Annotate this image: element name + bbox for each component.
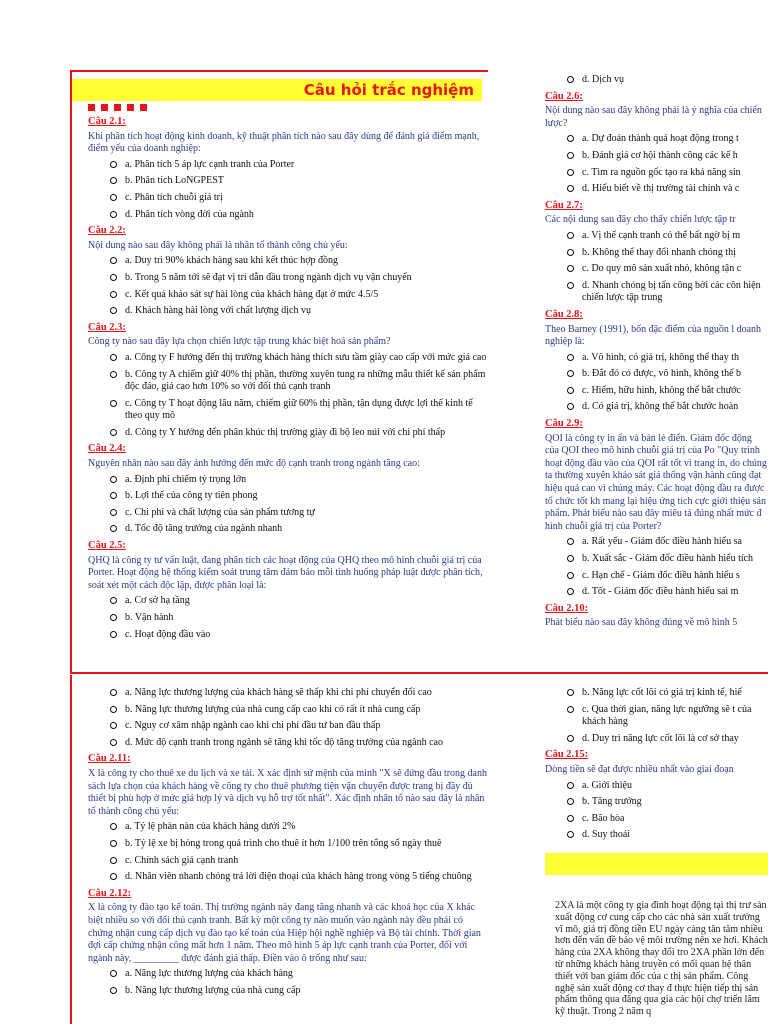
question-text: Khi phân tích hoạt động kinh doanh, kỹ thuật phân tích nào sau đây dùng để đánh giá điểm mạnh, điểm yếu của doanh nghiệp: bbox=[88, 130, 480, 155]
document-page-2 bbox=[545, 70, 768, 670]
answer-option: d. Duy trì năng lực cốt lõi là cơ sở thay bbox=[545, 733, 768, 746]
question-text: Công ty nào sau đây lựa chọn chiến lược tập trung khác biệt hoá sản phẩm? bbox=[88, 336, 391, 348]
answer-option: c. Hoạt động đầu vào bbox=[88, 629, 488, 642]
answer-option: d. Tốt - Giám đốc điều hành hiểu sai m bbox=[545, 586, 768, 599]
question-block bbox=[88, 225, 488, 318]
answer-option: a. Năng lực thương lượng của khách hàng bbox=[88, 968, 488, 981]
answer-option: a. Năng lực thương lượng của khách hàng sẽ thấp khi chi phí chuyển đổi cao bbox=[88, 687, 488, 700]
question-label: Câu 2.11: bbox=[88, 753, 131, 765]
answer-option: d. Nhanh chóng bị tấn công bởi các côn hiện chiến lược tập trung bbox=[545, 280, 768, 305]
question-text: Nội dung nào sau đây không phải là nhân tố thành công chủ yếu: bbox=[88, 239, 348, 251]
answer-option: c. Bão hòa bbox=[545, 813, 768, 826]
question-text: QOI là công ty in ấn và bán lẻ điển. Giám đốc động của QOI theo mô hình chuỗi giá trị của Po "Quy trình hoạt động đầu vào của QOI rất tốt vì trang in, do chúng ta thường xuyên khảo sát giá thống vận hành cũng đạt hiệu quả cao vì chúng máy. Các hoạt động đầu ra được tổ chức tốt kh mang lại hiệu ứng tích cực giới thiệu sản phẩm. Phát biểu nào sau đây miêu tả đúng nhất mức đ hình chuỗi giá trị của Porter? bbox=[545, 432, 767, 532]
answer-option: b. Không thể thay đổi nhanh chóng thị bbox=[545, 247, 768, 260]
answer-option: b. Năng lực thương lượng của nhà cung cấp cao khi có rất ít nhà cung cấp bbox=[88, 704, 488, 717]
question-label: Câu 2.9: bbox=[545, 418, 583, 430]
question-block bbox=[88, 540, 488, 641]
answer-option: b. Công ty A chiếm giữ 40% thị phần, thường xuyên tung ra những mẫu thiết kế sản phẩm độc đáo, giá cao hơn 10% so với đối thủ cạnh tranh bbox=[88, 369, 488, 394]
question-text: QHQ là công ty tư vấn luật, đang phân tích các hoạt động của QHQ theo mô hình chuỗi giá trị của Porter. Hoạt động hệ thống kiểm soát trung tâm đảm bảo mỗi tình huống pháp luật được phân tích, soát xét một cách độc lập, được phân loại là: bbox=[88, 554, 483, 591]
title-banner bbox=[72, 79, 482, 101]
answer-option: b. Trong 5 năm tới sẽ đạt vị trí dẫn đầu trong ngành dịch vụ vận chuyển bbox=[88, 272, 488, 285]
answer-option: c. Nguy cơ xâm nhập ngành cao khi chi phí đầu tư ban đầu thấp bbox=[88, 720, 488, 733]
answer-option: b. Lợi thế của công ty tiên phong bbox=[88, 490, 488, 503]
answer-option: c. Hiếm, hữu hình, không thể bắt chước bbox=[545, 385, 768, 398]
answer-option: d. Có giá trị, không thể bắt chước hoàn bbox=[545, 401, 768, 414]
question-label: Câu 2.10: bbox=[545, 602, 589, 614]
answer-option: a. Định phí chiếm tỷ trọng lớn bbox=[88, 474, 488, 487]
answer-option: c. Chi phí và chất lượng của sản phẩm tương tự bbox=[88, 507, 488, 520]
answer-option: a. Vị thế cạnh tranh có thể bất ngờ bị m bbox=[545, 230, 768, 243]
question-block bbox=[545, 309, 768, 414]
question-list bbox=[88, 685, 488, 1001]
question-text: Dòng tiền sẽ đạt được nhiều nhất vào giai đoạn bbox=[545, 763, 734, 775]
answer-option: a. Phân tích 5 áp lực cạnh tranh của Porter bbox=[88, 159, 488, 172]
document-page-4 bbox=[545, 675, 768, 1024]
question-block bbox=[88, 322, 488, 440]
question-label: Câu 2.4: bbox=[88, 443, 126, 455]
answer-option: a. Giới thiệu bbox=[545, 780, 768, 793]
question-list bbox=[545, 685, 768, 846]
question-label: Câu 2.7: bbox=[545, 199, 583, 211]
answer-option: c. Công ty T hoạt động lâu năm, chiếm giữ 60% thị phần, tận dụng được lợi thế kinh tế theo quy mô bbox=[88, 398, 488, 423]
answer-option: b. Vận hành bbox=[88, 612, 488, 625]
answer-option: c. Do quy mô sản xuất nhỏ, không tận c bbox=[545, 263, 768, 276]
question-list bbox=[88, 112, 488, 645]
question-text: X là công ty cho thuê xe du lịch và xe tải. X xác định sứ mệnh của mình "X sẽ đứng đầu trong danh sách lựa chọn của khách hàng về công ty cho thuê phương tiện vận chuyển được trang bị đầy đủ thiết bị phù hợp ở mức giá hợp lý và dịch vụ hỗ trợ tốt nhất". Xác định nhân tố nào sau đây là nhân tố thành công chủ yếu: bbox=[88, 767, 487, 817]
question-block bbox=[545, 418, 768, 599]
answer-option: a. Rất yếu - Giám đốc điều hành hiểu sa bbox=[545, 536, 768, 549]
question-text: Nội dung nào sau đây không phải là ý nghĩa của chiến lược? bbox=[545, 105, 762, 129]
answer-option: c. Chính sách giá cạnh tranh bbox=[88, 855, 488, 868]
answer-option: a. Cơ sở hạ tầng bbox=[88, 595, 488, 608]
answer-option: d. Tốc độ tăng trưởng của ngành nhanh bbox=[88, 523, 488, 536]
question-label: Câu 2.8: bbox=[545, 308, 583, 320]
page-separator-line bbox=[70, 672, 768, 674]
question-block bbox=[88, 753, 488, 883]
question-label: Câu 2.1: bbox=[88, 116, 126, 127]
decorative-red-squares bbox=[88, 104, 147, 111]
answer-option: c. Kết quả khảo sát sự hài lòng của khách hàng đạt ở mức 4.5/5 bbox=[88, 289, 488, 302]
answer-option: d. Khách hàng hài lòng với chất lượng dịch vụ bbox=[88, 305, 488, 318]
answer-option: b. Đắt đỏ có được, vô hình, không thể b bbox=[545, 368, 768, 381]
question-list bbox=[545, 72, 768, 633]
answer-option: d. Suy thoái bbox=[545, 829, 768, 842]
answer-option: d. Hiểu biết về thị trường tài chính và c bbox=[545, 183, 768, 196]
question-label: Câu 2.15: bbox=[545, 749, 589, 761]
question-text: X là công ty đào tạo kế toán. Thị trường ngành này đang tăng nhanh và các khoá học của X khác biệt nhiều so với đối thủ cạnh tranh. Bất kỳ một công ty nào muốn vào ngành này đều phải có chứng nhận cung cấp dịch vụ đào tạo kế toán của Hiệp hội nghề nghiệp và Bộ tài chính. Thời gian đợi cấp chứng nhận công mất hơn 1 năm. Theo mô hình 5 áp lực cạnh tranh của Porter, đối với ngành này, _________ được đánh giá thấp. Điền vào ô trống như sau: bbox=[88, 902, 481, 964]
answer-option: c. Qua thời gian, năng lực ngưỡng sẽ t của khách hàng bbox=[545, 704, 768, 729]
question-label: Câu 2.6: bbox=[545, 90, 583, 102]
question-label: Câu 2.5: bbox=[88, 540, 126, 552]
question-text: Nguyên nhân nào sau đây ảnh hưởng đến mức độ cạnh tranh trong ngành tăng cao: bbox=[88, 458, 420, 470]
yellow-banner bbox=[545, 853, 768, 875]
question-block bbox=[88, 888, 488, 998]
answer-option: b. Tăng trưởng bbox=[545, 796, 768, 809]
answer-option: b. Xuất sắc - Giám đốc điều hành hiểu tích bbox=[545, 553, 768, 566]
question-text: Theo Barney (1991), bốn đặc điểm của nguồn l doanh nghiệp là: bbox=[545, 323, 762, 348]
document-page-3 bbox=[70, 675, 488, 1024]
answer-option: d. Dịch vụ bbox=[545, 74, 768, 87]
answer-option: b. Đánh giá cơ hội thành công các kế h bbox=[545, 150, 768, 163]
answer-option: a. Vô hình, có giá trị, không thể thay th bbox=[545, 352, 768, 365]
answer-option: a. Duy trì 90% khách hàng sau khi kết thúc hợp đồng bbox=[88, 255, 488, 268]
answer-option: d. Công ty Y hướng đến phân khúc thị trường giày đi bộ leo núi với chi phí thấp bbox=[88, 427, 488, 440]
document-page-1 bbox=[70, 70, 488, 674]
page-title: Câu hỏi trắc nghiệm bbox=[303, 81, 474, 99]
answer-option: a. Dự đoán thành quả hoạt động trong t bbox=[545, 133, 768, 146]
question-block bbox=[545, 91, 768, 196]
answer-option: a. Công ty F hướng đến thị trường khách hàng thích sưu tầm giày cao cấp với mức giá cao bbox=[88, 352, 488, 365]
answer-option: c. Tìm ra nguồn gốc tạo ra khả năng sin bbox=[545, 167, 768, 180]
answer-option: b. Năng lực cốt lõi có giá trị kinh tế, hiế bbox=[545, 687, 768, 700]
question-label: Câu 2.12: bbox=[88, 887, 132, 899]
question-block bbox=[88, 443, 488, 536]
answer-option: b. Tỷ lệ xe bị hỏng trong quá trình cho thuê ít hơn 1/100 trên tổng số ngày thuê bbox=[88, 838, 488, 851]
question-block bbox=[545, 749, 768, 842]
case-passage: 2XA là một công ty gia đình hoạt động tại thị trư sản xuất động cơ cung cấp cho các nhà sản xuất trường vĩ mô, giá trị đồng tiền EU ngày càng tăn tâm nhiều hơn đến vấn đề bảo vệ môi trường nên xe hơi. Khách hàng của 2XA không thay đổi tro 2XA phần lớn đến từ những khách hàng truyền có mối quan hệ thân thiết với ban giám đốc của c thị sản phẩm. Công nghệ sản xuất động cơ thay đ thực hiện tiếp thị sản phẩm thông qua đăng qua gia các hội chợ triển lãm kỹ thuật. Trong 2 năm q bbox=[555, 900, 768, 1018]
answer-option: b. Năng lực thương lượng của nhà cung cấp bbox=[88, 985, 488, 998]
question-text: Các nội dung sau đây cho thấy chiến lược tập tr bbox=[545, 214, 736, 226]
question-block bbox=[545, 603, 768, 630]
answer-option: b. Phân tích LoNGPEST bbox=[88, 175, 488, 188]
question-block bbox=[545, 200, 768, 305]
answer-option: c. Phân tích chuỗi giá trị bbox=[88, 192, 488, 205]
question-label: Câu 2.2: bbox=[88, 225, 126, 237]
answer-option: a. Tỷ lệ phàn nàn của khách hàng dưới 2% bbox=[88, 821, 488, 834]
answer-option: d. Mức độ cạnh tranh trong ngành sẽ tăng khi tốc độ tăng trưởng của ngành cao bbox=[88, 737, 488, 750]
answer-option: d. Phân tích vòng đời của ngành bbox=[88, 209, 488, 222]
question-text: Phát biểu nào sau đây không đúng về mô hình 5 bbox=[545, 617, 738, 629]
answer-option: d. Nhân viên nhanh chóng trả lời điện thoại của khách hàng trong vòng 5 tiếng chuông bbox=[88, 871, 488, 884]
question-label: Câu 2.3: bbox=[88, 321, 126, 333]
answer-option: c. Hạn chế - Giám đốc điều hành hiểu s bbox=[545, 570, 768, 583]
question-block bbox=[88, 116, 488, 221]
